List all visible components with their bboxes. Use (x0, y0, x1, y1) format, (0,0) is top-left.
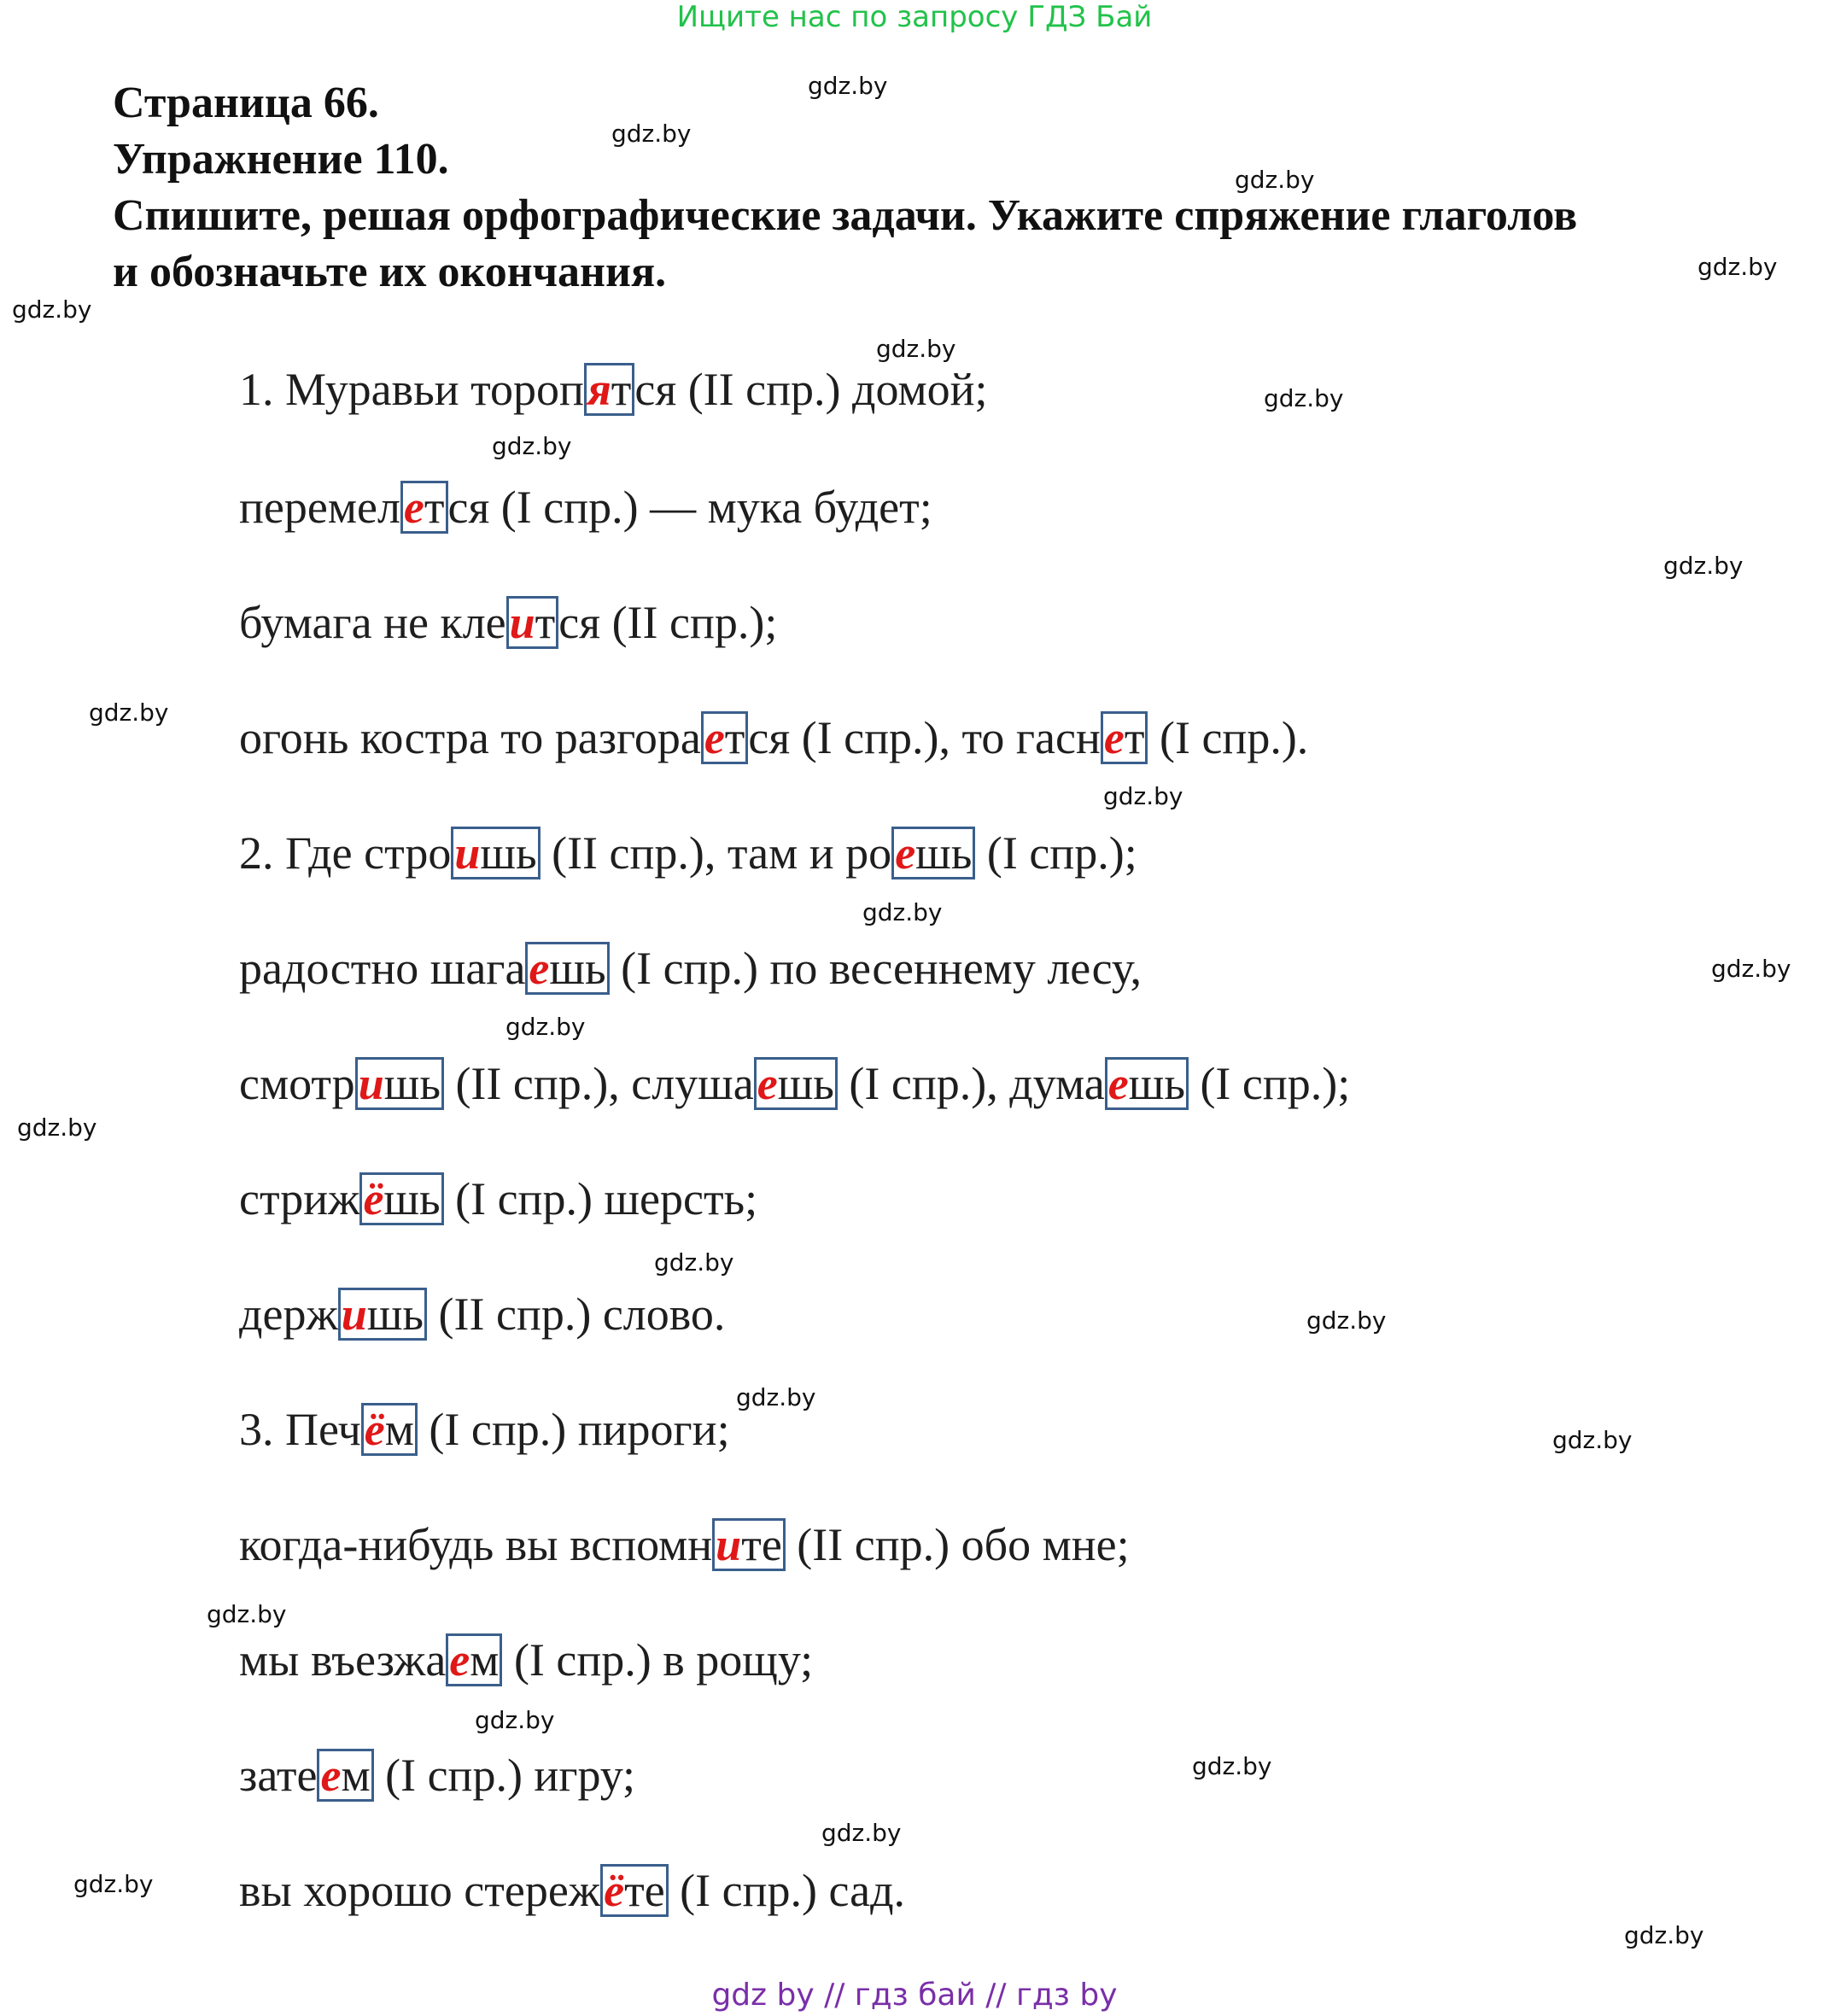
line-text: (II спр.) обо мне; (785, 1519, 1130, 1570)
watermark: gdz.by (862, 898, 943, 926)
line-text: (I спр.); (975, 827, 1137, 879)
task-line-2: и обозначьте их окончания. (113, 248, 667, 296)
ending-vowel: ё (364, 1404, 385, 1455)
ending-box (891, 827, 975, 879)
ending-box (712, 1518, 786, 1571)
line-text: (II спр.) слово. (427, 1288, 726, 1340)
ending-vowel: и (509, 597, 535, 648)
ending-tail: шь (383, 1058, 441, 1109)
exercise-line (239, 1056, 1350, 1111)
watermark: gdz.by (736, 1383, 816, 1411)
ending-tail: шь (366, 1288, 424, 1340)
ending-box (359, 1172, 443, 1225)
watermark: gdz.by (207, 1600, 287, 1628)
line-text: бумага не кле (239, 597, 506, 648)
task-line-1: Спишите, решая орфографические задачи. Укажите спряжение глаголов (113, 191, 1578, 240)
ending-box (338, 1288, 427, 1341)
watermark: gdz.by (492, 432, 572, 460)
line-text: (I спр.), дума (837, 1058, 1105, 1109)
ending-vowel: е (757, 1058, 778, 1109)
line-text: (I спр.); (1188, 1058, 1351, 1109)
ending-tail: т (724, 712, 745, 763)
ending-box (446, 1633, 502, 1686)
watermark: gdz.by (808, 72, 888, 100)
exercise-line (239, 1287, 725, 1341)
line-text: (II спр.), слуша (443, 1058, 754, 1109)
ending-box (754, 1057, 838, 1110)
ending-box (400, 481, 448, 534)
watermark: gdz.by (611, 120, 692, 148)
watermark: gdz.by (475, 1706, 555, 1734)
line-text: вы хорошо стереж (239, 1865, 601, 1916)
ending-tail: м (470, 1634, 500, 1686)
ending-tail: шь (480, 827, 537, 879)
line-text: радостно шага (239, 943, 526, 994)
ending-vowel: ё (604, 1865, 625, 1916)
line-text: ся (I спр.), то гасн (748, 712, 1101, 763)
exercise-line (239, 710, 1308, 765)
ending-tail: шь (383, 1173, 441, 1224)
watermark: gdz.by (1306, 1306, 1387, 1335)
ending-tail: шь (1128, 1058, 1185, 1109)
ending-box (317, 1749, 373, 1802)
banner: Ищите нас по запросу ГДЗ Бай (676, 0, 1153, 34)
ending-vowel: и (358, 1058, 384, 1109)
line-text: (I спр.) шерсть; (443, 1173, 758, 1224)
exercise-line (239, 1633, 813, 1687)
exercise-line (239, 595, 777, 650)
ending-box (525, 942, 609, 995)
ending-vowel: е (704, 712, 725, 763)
line-text: (I спр.) игру; (373, 1750, 636, 1801)
exercise-line (239, 362, 988, 417)
ending-vowel: е (895, 827, 916, 879)
line-text: когда-нибудь вы вспомн (239, 1519, 713, 1570)
ending-tail: т (424, 482, 445, 533)
line-text: 3. Печ (239, 1404, 361, 1455)
ending-vowel: е (449, 1634, 470, 1686)
ending-tail: т (611, 364, 632, 415)
ending-box (701, 711, 749, 764)
ending-tail: шь (915, 827, 973, 879)
ending-vowel: е (1107, 1058, 1129, 1109)
ending-vowel: е (403, 482, 424, 533)
ending-vowel: и (454, 827, 481, 879)
exercise-line (239, 941, 1142, 996)
watermark: gdz.by (89, 698, 169, 727)
line-text: зате (239, 1750, 318, 1801)
ending-box (451, 827, 540, 879)
exercise-line (239, 1863, 905, 1918)
exercise-line (239, 1748, 635, 1803)
line-text: (I спр.) сад. (668, 1865, 906, 1916)
line-text: перемел (239, 482, 400, 533)
line-text: (I спр.) в рощу; (502, 1634, 814, 1686)
line-text: ся (II спр.); (558, 597, 778, 648)
ending-vowel: и (341, 1288, 367, 1340)
ending-vowel: и (716, 1519, 742, 1570)
line-text: 2. Где стро (239, 827, 452, 879)
watermark: gdz.by (1192, 1752, 1272, 1780)
line-text: (I спр.) по весеннему лесу, (609, 943, 1142, 994)
heading (113, 75, 1803, 301)
ending-box (1105, 1057, 1189, 1110)
ending-tail: м (341, 1750, 371, 1801)
watermark: gdz.by (1235, 166, 1315, 194)
ending-vowel: я (587, 364, 611, 415)
page-title: Страница 66. (113, 79, 379, 127)
watermark: gdz.by (1264, 384, 1344, 412)
ending-box (584, 363, 634, 416)
watermark: gdz.by (1552, 1426, 1633, 1454)
ending-vowel: е (320, 1750, 342, 1801)
watermark: gdz.by (876, 335, 956, 363)
ending-tail: т (535, 597, 556, 648)
ending-tail: те (741, 1519, 782, 1570)
ending-box (355, 1057, 444, 1110)
exercise-line (239, 1402, 730, 1457)
watermark: gdz.by (505, 1013, 586, 1041)
ending-box (1101, 711, 1148, 764)
watermark: gdz.by (12, 295, 92, 324)
ending-tail: шь (549, 943, 606, 994)
line-text: (I спр.) пироги; (417, 1404, 730, 1455)
ending-vowel: е (1103, 712, 1125, 763)
line-text: держ (239, 1288, 338, 1340)
ending-box (361, 1403, 418, 1456)
ending-vowel: ё (363, 1173, 384, 1224)
line-text: (II спр.), там и ро (540, 827, 892, 879)
watermark: gdz.by (1624, 1921, 1704, 1949)
ending-tail: т (1124, 712, 1145, 763)
footer: gdz by // гдз бай // гдз by (711, 1978, 1118, 2013)
watermark: gdz.by (1698, 253, 1778, 281)
line-text: огонь костра то разгора (239, 712, 701, 763)
ending-tail: м (384, 1404, 414, 1455)
watermark: gdz.by (17, 1113, 97, 1142)
line-text: ся (I спр.) — мука будет; (447, 482, 932, 533)
line-text: ся (II спр.) домой; (634, 364, 988, 415)
exercise-title: Упражнение 110. (113, 135, 449, 184)
watermark: gdz.by (1663, 552, 1744, 580)
watermark: gdz.by (73, 1870, 154, 1898)
line-text: (I спр.). (1148, 712, 1309, 763)
ending-tail: шь (777, 1058, 834, 1109)
line-text: смотр (239, 1058, 355, 1109)
ending-tail: те (624, 1865, 665, 1916)
watermark: gdz.by (1711, 955, 1791, 983)
watermark: gdz.by (1103, 782, 1183, 810)
exercise-line (239, 1172, 757, 1226)
ending-vowel: е (529, 943, 550, 994)
ending-box (506, 596, 559, 649)
exercise-line (239, 1517, 1130, 1572)
ending-box (600, 1864, 669, 1917)
watermark: gdz.by (654, 1248, 734, 1277)
exercise-line (239, 826, 1137, 880)
line-text: 1. Муравьи тороп (239, 364, 584, 415)
watermark: gdz.by (821, 1819, 902, 1847)
line-text: стриж (239, 1173, 360, 1224)
exercise-line (239, 480, 932, 535)
line-text: мы въезжа (239, 1634, 447, 1686)
